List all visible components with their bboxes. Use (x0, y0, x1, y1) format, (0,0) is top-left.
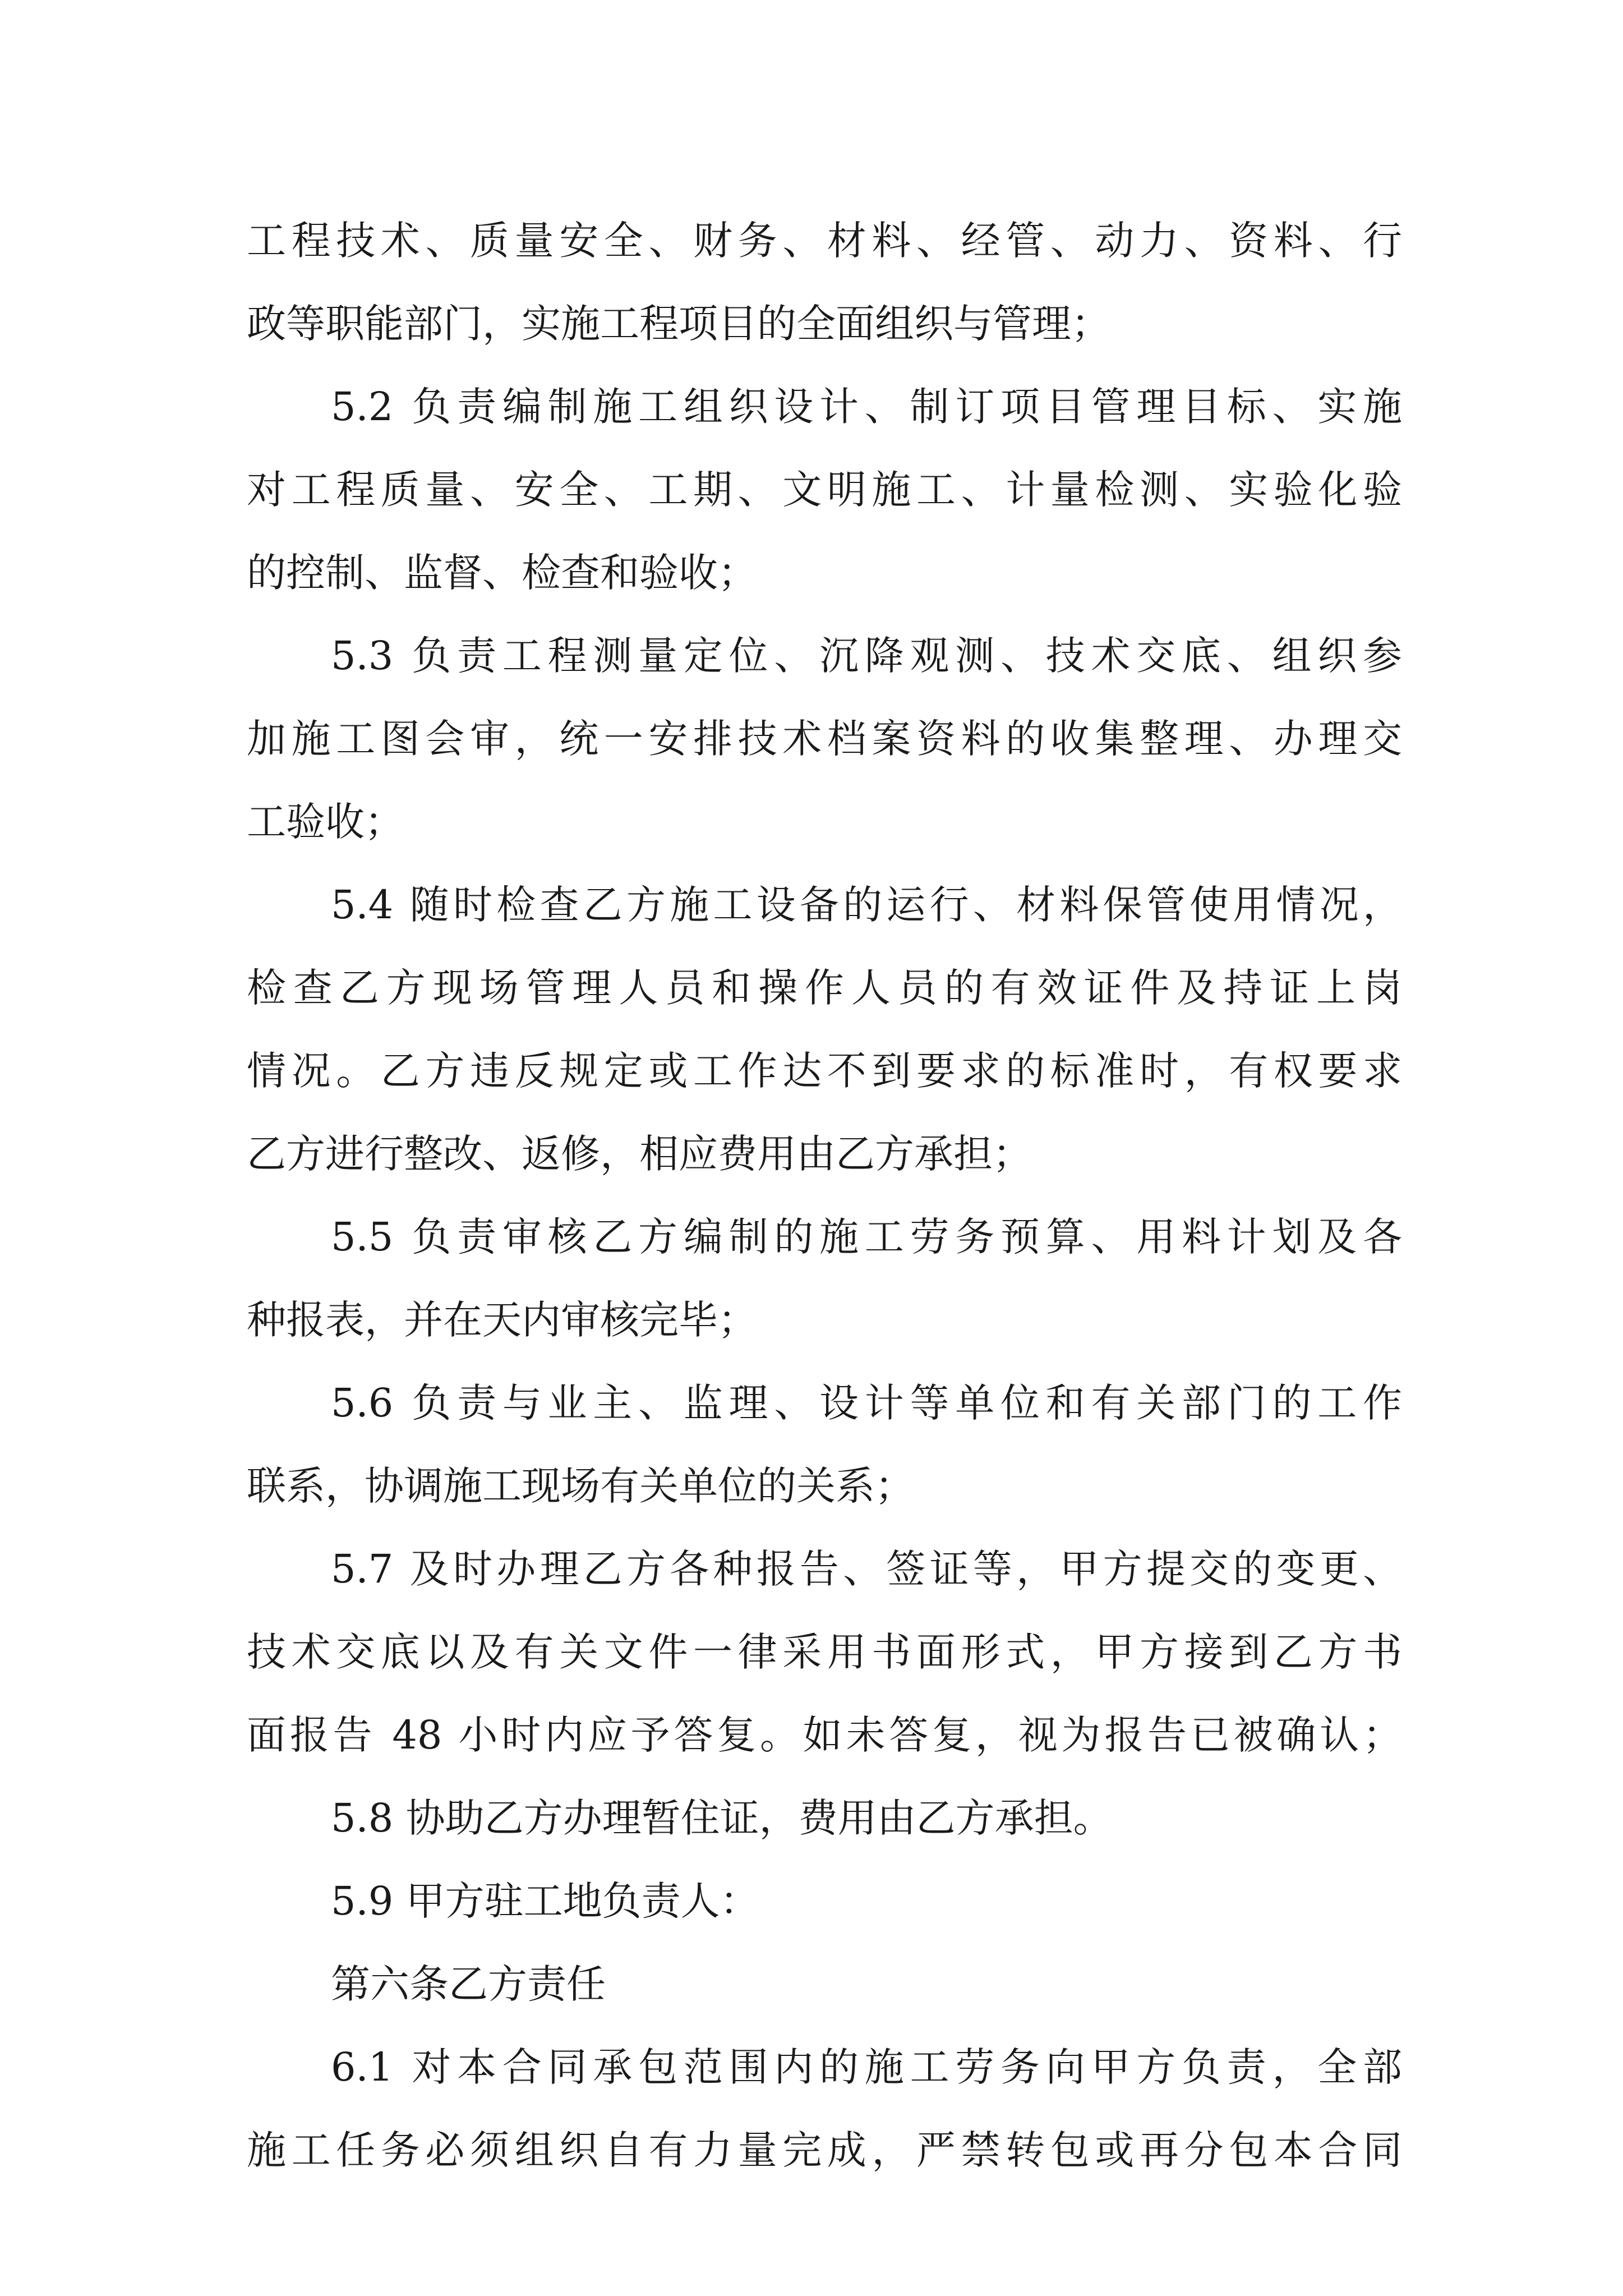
paragraph-line: 施工任务必须组织自有力量完成，严禁转包或再分包本合同 (247, 2127, 1402, 2173)
paragraph-line: 工验收； (247, 799, 404, 845)
paragraph-line: 检查乙方现场管理人员和操作人员的有效证件及持证上岗 (247, 965, 1402, 1011)
paragraph-line: 情况。乙方违反规定或工作达不到要求的标准时，有权要求 (247, 1048, 1402, 1094)
paragraph-line: 5.6 负责与业主、监理、设计等单位和有关部门的工作 (331, 1380, 1402, 1426)
paragraph-line: 工程技术、质量安全、财务、材料、经管、动力、资料、行 (247, 218, 1402, 264)
paragraph-line: 技术交底以及有关文件一律采用书面形式，甲方接到乙方书 (247, 1629, 1402, 1675)
paragraph-line: 种报表，并在天内审核完毕； (247, 1297, 757, 1343)
paragraph-line: 政等职能部门，实施工程项目的全面组织与管理； (247, 301, 1110, 347)
paragraph-line: 5.2 负责编制施工组织设计、制订项目管理目标、实施 (331, 384, 1402, 430)
paragraph-line: 5.9 甲方驻工地负责人： (331, 1878, 759, 1924)
paragraph-line: 的控制、监督、检查和验收； (247, 550, 757, 596)
paragraph-line: 5.4 随时检查乙方施工设备的运行、材料保管使用情况， (331, 882, 1402, 928)
document-body (247, 199, 1402, 2192)
paragraph-line: 5.3 负责工程测量定位、沉降观测、技术交底、组织参 (331, 633, 1402, 679)
paragraph-line: 对工程质量、安全、工期、文明施工、计量检测、实验化验 (247, 467, 1402, 513)
paragraph-line: 5.8 协助乙方办理暂住证，费用由乙方承担。 (331, 1795, 1113, 1841)
paragraph-line: 面报告 48 小时内应予答复。如未答复，视为报告已被确认； (247, 1712, 1402, 1758)
paragraph-line: 乙方进行整改、返修，相应费用由乙方承担； (247, 1131, 1032, 1177)
paragraph-line: 联系，协调施工现场有关单位的关系； (247, 1463, 914, 1509)
paragraph-line: 5.7 及时办理乙方各种报告、签证等，甲方提交的变更、 (331, 1546, 1402, 1592)
paragraph-line: 5.5 负责审核乙方编制的施工劳务预算、用料计划及各 (331, 1214, 1402, 1260)
paragraph-line: 6.1 对本合同承包范围内的施工劳务向甲方负责，全部 (331, 2044, 1402, 2090)
section-heading: 第六条乙方责任 (331, 1961, 606, 2007)
paragraph-line: 加施工图会审，统一安排技术档案资料的收集整理、办理交 (247, 716, 1402, 762)
